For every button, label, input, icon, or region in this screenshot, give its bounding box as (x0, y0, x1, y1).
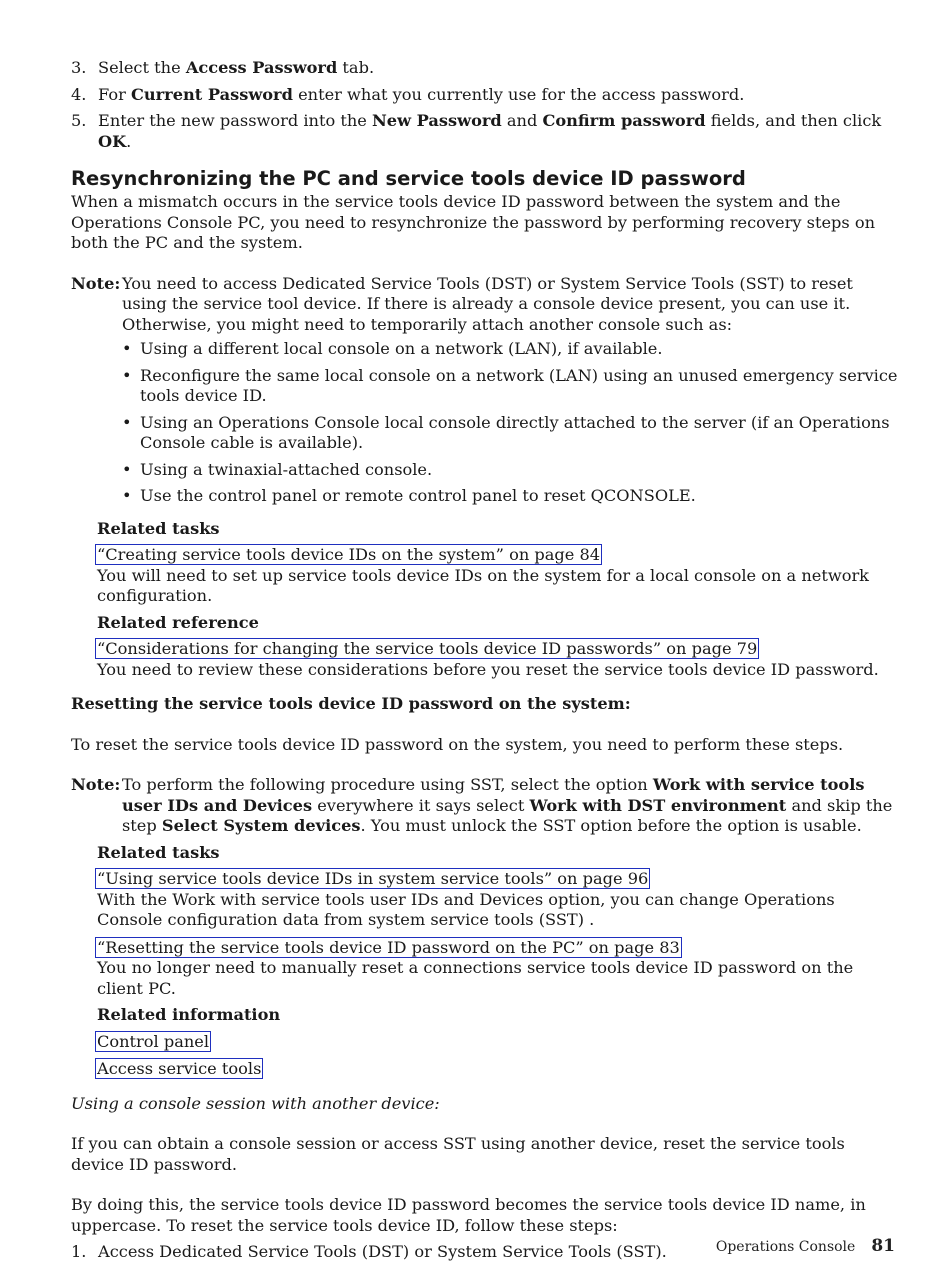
subheading: Resetting the service tools device ID password on the system: (71, 694, 631, 713)
related-tasks-heading: Related tasks (97, 518, 220, 538)
paragraph-b: By doing this, the service tools device ID password becomes the service tools device ID name, in uppercase. To reset the service tools device ID, follow these steps: (71, 1195, 866, 1235)
paragraph-a: If you can obtain a console session or access SST using another device, reset the service tools device ID password. (71, 1134, 845, 1174)
link-resetting-on-pc[interactable]: “Resetting the service tools device ID password on the PC” on page 83 (97, 937, 680, 957)
step-1: 1. Access Dedicated Service Tools (DST) or System Service Tools (SST). (71, 1242, 667, 1261)
note-2 (71, 775, 901, 837)
link-using-device-ids-sst[interactable]: “Using service tools device IDs in system service tools” on page 96 (97, 869, 649, 888)
reset-intro: To reset the service tools device ID password on the system, you need to perform these steps. (71, 734, 844, 754)
step-4: 4. For Current Password enter what you currently use for the access password. (71, 84, 745, 104)
related-tasks-heading: Related tasks (97, 842, 220, 862)
link-description: With the Work with service tools user IDs and Devices option, you can change Operations Console configuration data from system service tools (SST) . (97, 889, 835, 929)
related-section-1 (97, 519, 901, 681)
link-description: You no longer need to manually reset a connections service tools device ID password on the client PC. (97, 958, 854, 998)
list-item: • Reconfigure the same local console on a network (LAN) using an unused emergency service tools device ID. (122, 366, 901, 407)
related-section-2 (97, 843, 901, 1080)
step-5: 5. Enter the new password into the New Password and Confirm password fields, and then click OK. (71, 111, 882, 151)
list-item: • Using a twinaxial-attached console. (122, 460, 901, 481)
link-considerations[interactable]: “Considerations for changing the service tools device ID passwords” on page 79 (97, 639, 758, 658)
page-footer (716, 1236, 895, 1258)
step-3: 3. Select the Access Password tab. (71, 58, 375, 77)
section-heading: Resynchronizing the PC and service tools device ID password (71, 167, 746, 190)
link-creating-device-ids[interactable]: “Creating service tools device IDs on the system” on page 84 (97, 545, 601, 564)
related-information-heading: Related information (97, 1005, 281, 1024)
document-page (71, 58, 901, 1269)
intro-paragraph: When a mismatch occurs in the service tools device ID password between the system and the Operations Console PC, you need to resynchronize the password by performing recovery steps on both the PC and the system. (71, 192, 876, 252)
link-access-service-tools[interactable]: Access service tools (97, 1059, 262, 1078)
note-text: To perform the following procedure using SST, select the option Work with service tools user IDs and Devices everywhere it says select Work with DST environment and skip the step Select System devices. You must unlock the SST option before the option is usable. (122, 775, 893, 835)
footer-title: Operations Console (715, 1239, 856, 1255)
italic-subheading: Using a console session with another device: (71, 1093, 440, 1113)
note-label: Note: (71, 273, 121, 293)
list-item: • Using a different local console on a network (LAN), if available. (122, 339, 901, 360)
note-text: You need to access Dedicated Service Tools (DST) or System Service Tools (SST) to reset using the service tool device. If there is already a console device present, you can use it. Otherwise, you might need to temporarily attach another console such as: (122, 273, 853, 334)
list-item: • Using an Operations Console local console directly attached to the server (if an Operations Console cable is available). (122, 413, 901, 454)
related-reference-heading: Related reference (97, 612, 259, 632)
list-item: • Use the control panel or remote control panel to reset QCONSOLE. (122, 486, 901, 507)
note-bullet-list (122, 339, 901, 507)
link-description: You need to review these considerations before you reset the service tools device ID password. (97, 659, 879, 679)
note-label: Note: (71, 775, 121, 794)
link-description: You will need to set up service tools device IDs on the system for a local console on a network configuration. (97, 565, 869, 605)
page-number: 81 (871, 1236, 895, 1256)
link-control-panel[interactable]: Control panel (97, 1031, 210, 1051)
note-1 (71, 274, 901, 513)
